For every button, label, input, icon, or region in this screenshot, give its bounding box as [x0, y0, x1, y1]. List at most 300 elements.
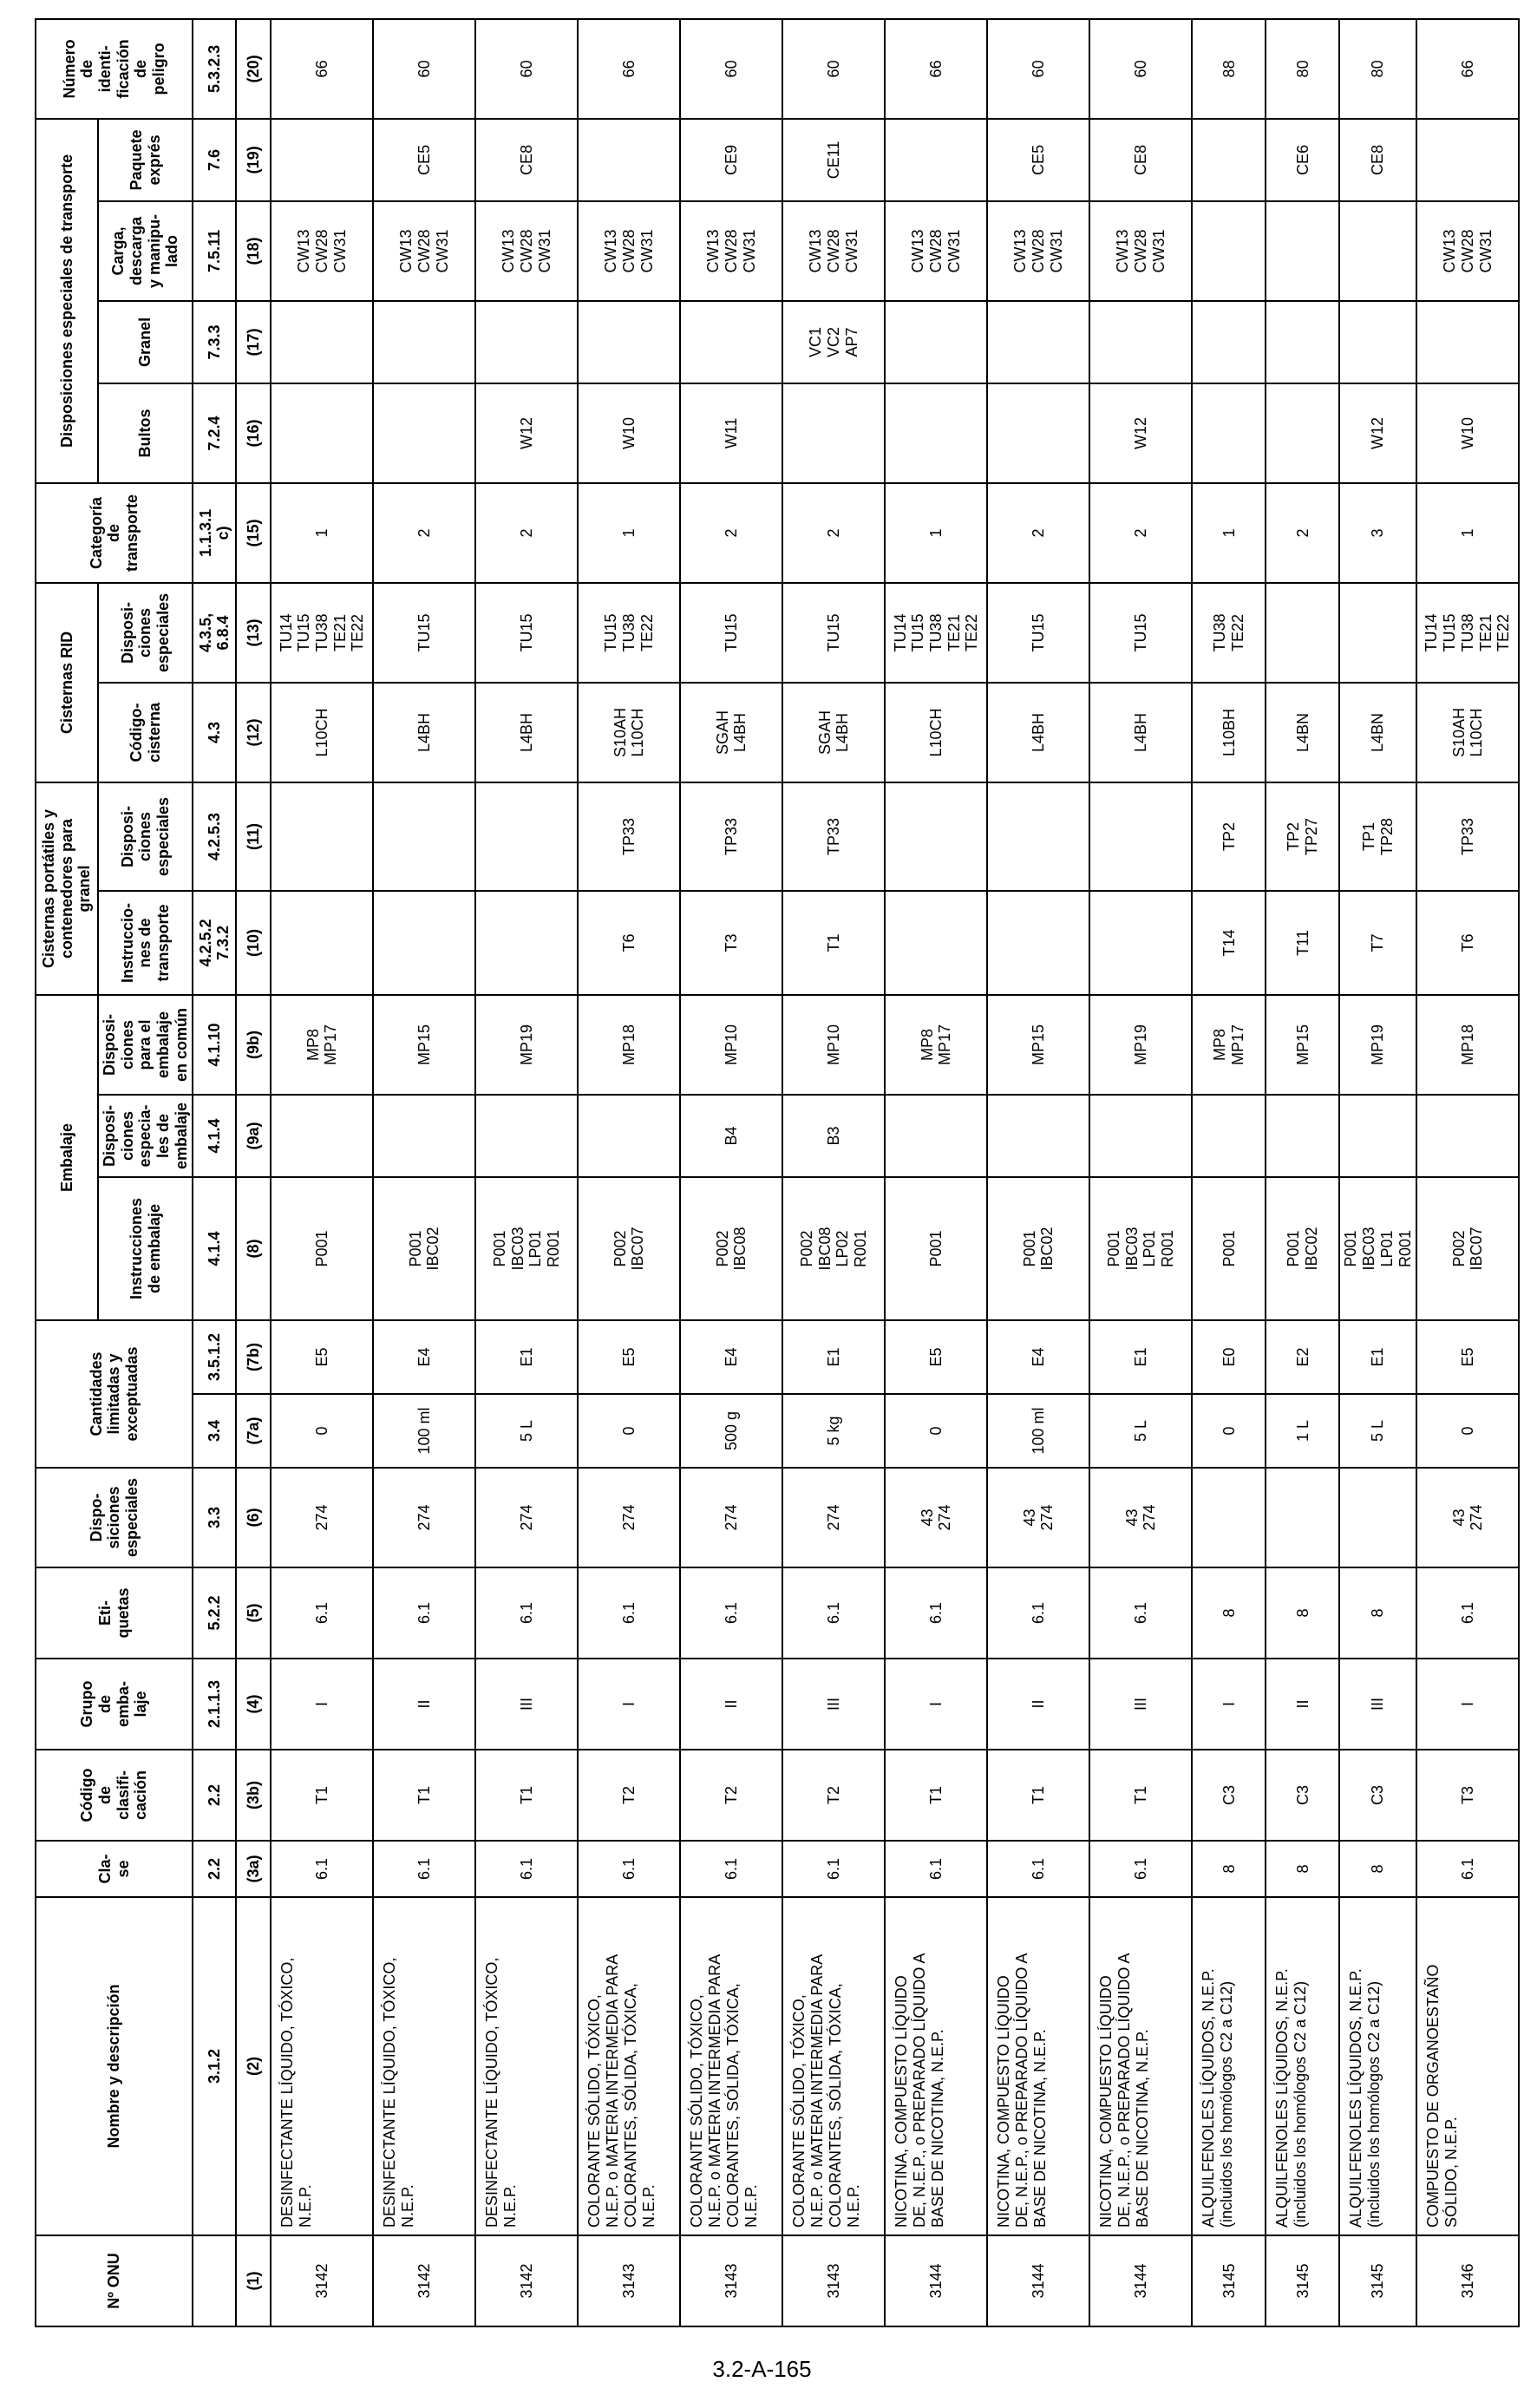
name-cell: COLORANTE SÓLIDO, TÓXICO, N.E.P. o MATERIA INTERMEDIA PARA COLORANTES, SÓLIDA, TÓXICA, N.E.P. [782, 1897, 885, 2235]
table-cell: 3 [1339, 483, 1416, 583]
table-cell: TP33 [578, 782, 680, 891]
table-cell: 6.1 [885, 1567, 987, 1659]
table-cell: 6.1 [680, 1567, 782, 1659]
table-cell: T1 [271, 1750, 373, 1841]
table-row [885, 19, 987, 2326]
table-cell: 2 [987, 483, 1089, 583]
table-cell: 66 [271, 19, 373, 119]
table-cell [1339, 201, 1416, 301]
header-packages: Bultos [98, 383, 193, 483]
header-rid-tanks: Cisternas RID [36, 583, 98, 782]
table-cell: P001 IBC03 LP01 R001 [1089, 1177, 1192, 1320]
reference-cell: 2.2 [193, 1750, 236, 1841]
table-row [782, 19, 885, 2326]
table-cell [1416, 301, 1519, 383]
table-cell: MP10 [782, 995, 885, 1095]
table-cell: 6.1 [271, 1841, 373, 1897]
table-cell [475, 301, 578, 383]
table-row [1266, 19, 1339, 2326]
table-row [578, 19, 680, 2326]
table-cell: E1 [782, 1320, 885, 1394]
table-cell [373, 1095, 475, 1177]
table-cell: 6.1 [475, 1841, 578, 1897]
table-cell: II [680, 1659, 782, 1750]
reference-cell: 3.4 [193, 1394, 236, 1468]
table-cell: MP19 [1339, 995, 1416, 1095]
table-cell: 6.1 [373, 1841, 475, 1897]
header-bulk: Granel [98, 301, 193, 383]
table-cell [578, 119, 680, 201]
table-cell: P002 IBC07 [578, 1177, 680, 1320]
un-number-cell: 3144 [1089, 2235, 1192, 2326]
reference-cell: 7.3.3 [193, 301, 236, 383]
column-number-cell: (15) [236, 483, 271, 583]
table-cell: TP2 TP27 [1266, 782, 1339, 891]
table-cell: B4 [680, 1095, 782, 1177]
header-packaging: Embalaje [36, 995, 98, 1320]
table-cell: SGAH L4BH [680, 683, 782, 782]
table-cell: W12 [1339, 383, 1416, 483]
table-cell: 1 L [1266, 1394, 1339, 1468]
reference-cell: 4.3.5, 6.8.4 [193, 583, 236, 683]
un-number-cell: 3145 [1266, 2235, 1339, 2326]
name-cell: COLORANTE SÓLIDO, TÓXICO, N.E.P. o MATERIA INTERMEDIA PARA COLORANTES, SÓLIDA, TÓXICA, N.E.P. [680, 1897, 782, 2235]
reference-cell: 7.5.11 [193, 201, 236, 301]
reference-cell: 7.6 [193, 119, 236, 201]
table-cell: II [373, 1659, 475, 1750]
table-cell: MP15 [373, 995, 475, 1095]
table-cell [1192, 201, 1266, 301]
un-number-cell: 3145 [1339, 2235, 1416, 2326]
table-cell: TP33 [782, 782, 885, 891]
reference-cell: 5.2.2 [193, 1567, 236, 1659]
table-cell [1089, 1095, 1192, 1177]
table-cell: 0 [578, 1394, 680, 1468]
reference-cell: 3.3 [193, 1468, 236, 1567]
table-cell: T2 [578, 1750, 680, 1841]
header-loading-unloading: Carga, descarga y manipu- lado [98, 201, 193, 301]
table-cell [1192, 383, 1266, 483]
table-cell: E5 [271, 1320, 373, 1394]
page-number: 3.2-A-165 [712, 2356, 812, 2382]
column-number-cell: (9a) [236, 1095, 271, 1177]
table-cell: 1 [271, 483, 373, 583]
column-number-cell: (13) [236, 583, 271, 683]
table-cell: 60 [987, 19, 1089, 119]
table-cell: T6 [1416, 891, 1519, 995]
table-cell: 274 [271, 1468, 373, 1567]
reference-cell: 2.1.1.3 [193, 1659, 236, 1750]
header-transport-category: Categoría de transporte [36, 483, 193, 583]
table-cell: TP33 [680, 782, 782, 891]
table-cell: MP15 [1266, 995, 1339, 1095]
table-cell: CW13 CW28 CW31 [782, 201, 885, 301]
table-cell: 0 [1416, 1394, 1519, 1468]
table-cell: SGAH L4BH [782, 683, 885, 782]
un-number-cell: 3142 [475, 2235, 578, 2326]
name-cell: ALQUILFENOLES LÍQUIDOS, N.E.P. (incluidos los homólogos C2 a C12) [1266, 1897, 1339, 2235]
table-cell: 6.1 [1089, 1567, 1192, 1659]
table-cell: 6.1 [782, 1567, 885, 1659]
table-cell [885, 891, 987, 995]
name-cell: DESINFECTANTE LÍQUIDO, TÓXICO, N.E.P. [271, 1897, 373, 2235]
table-cell: 6.1 [578, 1567, 680, 1659]
table-row [987, 19, 1089, 2326]
table-cell: C3 [1192, 1750, 1266, 1841]
table-cell: 0 [885, 1394, 987, 1468]
header-packing-group: Grupo de emba- laje [36, 1659, 193, 1750]
table-cell [1416, 1095, 1519, 1177]
table-cell: I [1416, 1659, 1519, 1750]
table-cell: T14 [1192, 891, 1266, 995]
table-cell: 80 [1266, 19, 1339, 119]
table-cell: E1 [475, 1320, 578, 1394]
table-row [1416, 19, 1519, 2326]
table-row [271, 19, 373, 2326]
table-cell: TU14 TU15 TU38 TE21 TE22 [885, 583, 987, 683]
table-cell: P001 IBC02 [987, 1177, 1089, 1320]
table-cell [1089, 891, 1192, 995]
table-cell: L4BH [475, 683, 578, 782]
table-cell: CW13 CW28 CW31 [475, 201, 578, 301]
column-number-cell: (7b) [236, 1320, 271, 1394]
table-cell: P001 IBC03 LP01 R001 [1339, 1177, 1416, 1320]
table-cell: P002 IBC07 [1416, 1177, 1519, 1320]
table-cell: CE5 [373, 119, 475, 201]
table-cell [987, 383, 1089, 483]
table-cell: T7 [1339, 891, 1416, 995]
reference-cell: 2.2 [193, 1841, 236, 1897]
table-cell: E2 [1266, 1320, 1339, 1394]
reference-cell [193, 2235, 236, 2326]
reference-cell: 7.2.4 [193, 383, 236, 483]
table-cell: 5 L [475, 1394, 578, 1468]
table-cell: TU15 [987, 583, 1089, 683]
table-cell [1266, 383, 1339, 483]
un-number-cell: 3142 [271, 2235, 373, 2326]
un-number-cell: 3143 [680, 2235, 782, 2326]
un-number-cell: 3143 [578, 2235, 680, 2326]
column-number-cell: (1) [236, 2235, 271, 2326]
table-cell [1266, 583, 1339, 683]
table-cell: TP2 [1192, 782, 1266, 891]
table-cell: W12 [475, 383, 578, 483]
table-cell [475, 1095, 578, 1177]
table-cell: 2 [475, 483, 578, 583]
table-cell: MP8 MP17 [885, 995, 987, 1095]
table-cell: TU15 [373, 583, 475, 683]
table-cell [1266, 1468, 1339, 1567]
column-number-cell: (7a) [236, 1394, 271, 1468]
table-cell: 60 [1089, 19, 1192, 119]
table-cell: 43 274 [885, 1468, 987, 1567]
table-cell [885, 119, 987, 201]
table-cell: C3 [1339, 1750, 1416, 1841]
column-number-cell: (20) [236, 19, 271, 119]
header-class: Cla- se [36, 1841, 193, 1897]
table-cell: CW13 CW28 CW31 [373, 201, 475, 301]
table-cell [1192, 301, 1266, 383]
table-cell: 88 [1192, 19, 1266, 119]
table-row [1192, 19, 1266, 2326]
column-number-cell: (9b) [236, 995, 271, 1095]
column-number-cell: (16) [236, 383, 271, 483]
table-cell: 1 [1192, 483, 1266, 583]
table-cell: MP10 [680, 995, 782, 1095]
table-cell: E4 [987, 1320, 1089, 1394]
table-cell: CE8 [475, 119, 578, 201]
table-cell: 6.1 [987, 1841, 1089, 1897]
table-cell: 2 [782, 483, 885, 583]
table-cell: I [885, 1659, 987, 1750]
table-cell: CE6 [1266, 119, 1339, 201]
table-cell [1339, 1095, 1416, 1177]
reference-cell: 3.1.2 [193, 1897, 236, 2235]
table-cell: 5 kg [782, 1394, 885, 1468]
table-cell: MP15 [987, 995, 1089, 1095]
table-cell: 1 [1416, 483, 1519, 583]
table-cell [1266, 201, 1339, 301]
table-cell [271, 301, 373, 383]
table-cell: T1 [782, 891, 885, 995]
header-transport-instructions: Instruccio- nes de transporte [98, 891, 193, 995]
table-cell: 274 [475, 1468, 578, 1567]
table-cell: CE8 [1089, 119, 1192, 201]
table-body [193, 19, 1519, 2326]
column-number-cell: (11) [236, 782, 271, 891]
table-cell: CE5 [987, 119, 1089, 201]
table-cell: W12 [1089, 383, 1192, 483]
un-number-cell: 3145 [1192, 2235, 1266, 2326]
name-cell: COMPUESTO DE ORGANOESTAÑO SÓLIDO, N.E.P. [1416, 1897, 1519, 2235]
name-cell: NICOTINA, COMPUESTO LÍQUIDO DE, N.E.P., o PREPARADO LÍQUIDO A BASE DE NICOTINA, N.E.P. [987, 1897, 1089, 2235]
header-special-provisions: Dispo- siciones especiales [36, 1468, 193, 1567]
table-cell: 6.1 [475, 1567, 578, 1659]
table-row [1089, 19, 1192, 2326]
table-cell: S10AH L10CH [578, 683, 680, 782]
table-cell: P002 IBC08 LP02 R001 [782, 1177, 885, 1320]
table-cell: CE8 [1339, 119, 1416, 201]
un-number-cell: 3144 [987, 2235, 1089, 2326]
name-cell: NICOTINA, COMPUESTO LÍQUIDO DE, N.E.P., o PREPARADO LÍQUIDO A BASE DE NICOTINA, N.E.P. [1089, 1897, 1192, 2235]
table-cell: T11 [1266, 891, 1339, 995]
table-cell: 6.1 [578, 1841, 680, 1897]
column-number-cell: (6) [236, 1468, 271, 1567]
reference-cell: 4.2.5.3 [193, 782, 236, 891]
table-cell: 6.1 [680, 1841, 782, 1897]
table-cell [885, 1095, 987, 1177]
un-number-cell: 3143 [782, 2235, 885, 2326]
header-tank-code: Código- cisterna [98, 683, 193, 782]
table-cell: II [1266, 1659, 1339, 1750]
un-number-cell: 3142 [373, 2235, 475, 2326]
header-labels: Eti- quetas [36, 1567, 193, 1659]
table-cell [271, 1095, 373, 1177]
table-cell: 6.1 [1416, 1567, 1519, 1659]
table-cell: 80 [1339, 19, 1416, 119]
table-cell [782, 383, 885, 483]
table-cell [373, 383, 475, 483]
table-cell [1339, 1468, 1416, 1567]
table-cell [271, 383, 373, 483]
name-cell: NICOTINA, COMPUESTO LÍQUIDO DE, N.E.P., o PREPARADO LÍQUIDO A BASE DE NICOTINA, N.E.P. [885, 1897, 987, 2235]
un-number-cell: 3146 [1416, 2235, 1519, 2326]
header-limited-quantities: Cantidades limitadas y exceptuadas [36, 1320, 193, 1468]
table-cell: 66 [578, 19, 680, 119]
name-cell: DESINFECTANTE LÍQUIDO, TÓXICO, N.E.P. [373, 1897, 475, 2235]
table-cell [1089, 782, 1192, 891]
table-cell: 60 [475, 19, 578, 119]
table-cell [373, 782, 475, 891]
table-cell: E5 [885, 1320, 987, 1394]
table-cell [1266, 301, 1339, 383]
table-cell: TU14 TU15 TU38 TE21 TE22 [1416, 583, 1519, 683]
table-cell: L10BH [1192, 683, 1266, 782]
table-cell: 0 [1192, 1394, 1266, 1468]
table-cell: P001 IBC03 LP01 R001 [475, 1177, 578, 1320]
table-cell: T3 [1416, 1750, 1519, 1841]
column-number-row [236, 19, 271, 2326]
table-cell: L10CH [271, 683, 373, 782]
table-cell: 66 [885, 19, 987, 119]
table-cell: E1 [1339, 1320, 1416, 1394]
table-cell: 100 ml [987, 1394, 1089, 1468]
table-cell: MP8 MP17 [1192, 995, 1266, 1095]
reference-cell: 4.1.10 [193, 995, 236, 1095]
table-cell: 8 [1266, 1567, 1339, 1659]
table-cell: W11 [680, 383, 782, 483]
header-un-number: Nº ONU [36, 2235, 193, 2326]
table-cell: 43 274 [1416, 1468, 1519, 1567]
table-row [680, 19, 782, 2326]
table-cell: MP18 [578, 995, 680, 1095]
table-cell: 43 274 [1089, 1468, 1192, 1567]
table-cell: B3 [782, 1095, 885, 1177]
table-cell [271, 782, 373, 891]
table-cell: P002 IBC08 [680, 1177, 782, 1320]
dangerous-goods-table [35, 18, 1520, 2327]
table-cell: 8 [1266, 1841, 1339, 1897]
table-cell: E4 [373, 1320, 475, 1394]
table-cell: L4BN [1339, 683, 1416, 782]
column-number-cell: (3b) [236, 1750, 271, 1841]
table-cell [680, 301, 782, 383]
column-number-cell: (2) [236, 1897, 271, 2235]
table-cell [1339, 301, 1416, 383]
table-cell: T2 [782, 1750, 885, 1841]
table-cell: 2 [1089, 483, 1192, 583]
table-cell: W10 [1416, 383, 1519, 483]
reference-row [193, 19, 236, 2326]
table-cell: CW13 CW28 CW31 [680, 201, 782, 301]
table-cell: T1 [475, 1750, 578, 1841]
table-cell: 6.1 [373, 1567, 475, 1659]
table-cell: 6.1 [1416, 1841, 1519, 1897]
table-cell: III [782, 1659, 885, 1750]
table-cell [987, 891, 1089, 995]
table-cell: L4BN [1266, 683, 1339, 782]
table-cell: E4 [680, 1320, 782, 1394]
table-cell: TP33 [1416, 782, 1519, 891]
table-cell: 500 g [680, 1394, 782, 1468]
rotated-table-container [35, 20, 1513, 2327]
table-cell: E5 [1416, 1320, 1519, 1394]
table-cell [271, 119, 373, 201]
table-cell: III [475, 1659, 578, 1750]
table-cell: CW13 CW28 CW31 [1416, 201, 1519, 301]
table-cell: TU15 TU38 TE22 [578, 583, 680, 683]
table-cell [271, 891, 373, 995]
table-cell: T3 [680, 891, 782, 995]
table-cell: I [1192, 1659, 1266, 1750]
table-cell [987, 1095, 1089, 1177]
table-cell [475, 891, 578, 995]
table-cell: CW13 CW28 CW31 [987, 201, 1089, 301]
reference-cell: 1.1.3.1 c) [193, 483, 236, 583]
header-express-parcel: Paquete exprés [98, 119, 193, 201]
table-row [1339, 19, 1416, 2326]
table-cell: P001 IBC02 [373, 1177, 475, 1320]
table-cell: T1 [373, 1750, 475, 1841]
table-cell: T1 [885, 1750, 987, 1841]
table-cell: L4BH [987, 683, 1089, 782]
table-cell: CE11 [782, 119, 885, 201]
table-cell: T2 [680, 1750, 782, 1841]
table-cell: TU15 [1089, 583, 1192, 683]
table-cell: T1 [987, 1750, 1089, 1841]
table-cell: 5 L [1089, 1394, 1192, 1468]
table-cell: 8 [1339, 1841, 1416, 1897]
header-classification-code: Código de clasifi- cación [36, 1750, 193, 1841]
table-cell: 100 ml [373, 1394, 475, 1468]
table-cell [373, 301, 475, 383]
table-cell: 274 [578, 1468, 680, 1567]
table-cell: MP19 [475, 995, 578, 1095]
table-cell: 8 [1192, 1841, 1266, 1897]
table-cell: CW13 CW28 CW31 [271, 201, 373, 301]
table-cell: 1 [885, 483, 987, 583]
table-cell: 1 [578, 483, 680, 583]
table-cell [987, 301, 1089, 383]
column-number-cell: (12) [236, 683, 271, 782]
table-cell: CW13 CW28 CW31 [578, 201, 680, 301]
table-cell: 5 L [1339, 1394, 1416, 1468]
table-cell: 6.1 [1089, 1841, 1192, 1897]
table-cell: 6.1 [271, 1567, 373, 1659]
header-packing-instructions: Instrucciones de embalaje [98, 1177, 193, 1320]
table-cell: 8 [1339, 1567, 1416, 1659]
column-number-cell: (8) [236, 1177, 271, 1320]
table-cell [1192, 1468, 1266, 1567]
table-cell: 274 [373, 1468, 475, 1567]
column-number-cell: (19) [236, 119, 271, 201]
table-cell: MP18 [1416, 995, 1519, 1095]
table-cell: VC1 VC2 AP7 [782, 301, 885, 383]
table-cell: 6.1 [885, 1841, 987, 1897]
table-cell: W10 [578, 383, 680, 483]
table-cell: CE9 [680, 119, 782, 201]
table-row [475, 19, 578, 2326]
column-number-cell: (5) [236, 1567, 271, 1659]
table-cell: 274 [680, 1468, 782, 1567]
column-number-cell: (10) [236, 891, 271, 995]
reference-cell: 4.3 [193, 683, 236, 782]
table-cell: S10AH L10CH [1416, 683, 1519, 782]
table-cell: P001 [1192, 1177, 1266, 1320]
table-cell: T1 [1089, 1750, 1192, 1841]
table-cell: 2 [680, 483, 782, 583]
table-cell: TU14 TU15 TU38 TE21 TE22 [271, 583, 373, 683]
